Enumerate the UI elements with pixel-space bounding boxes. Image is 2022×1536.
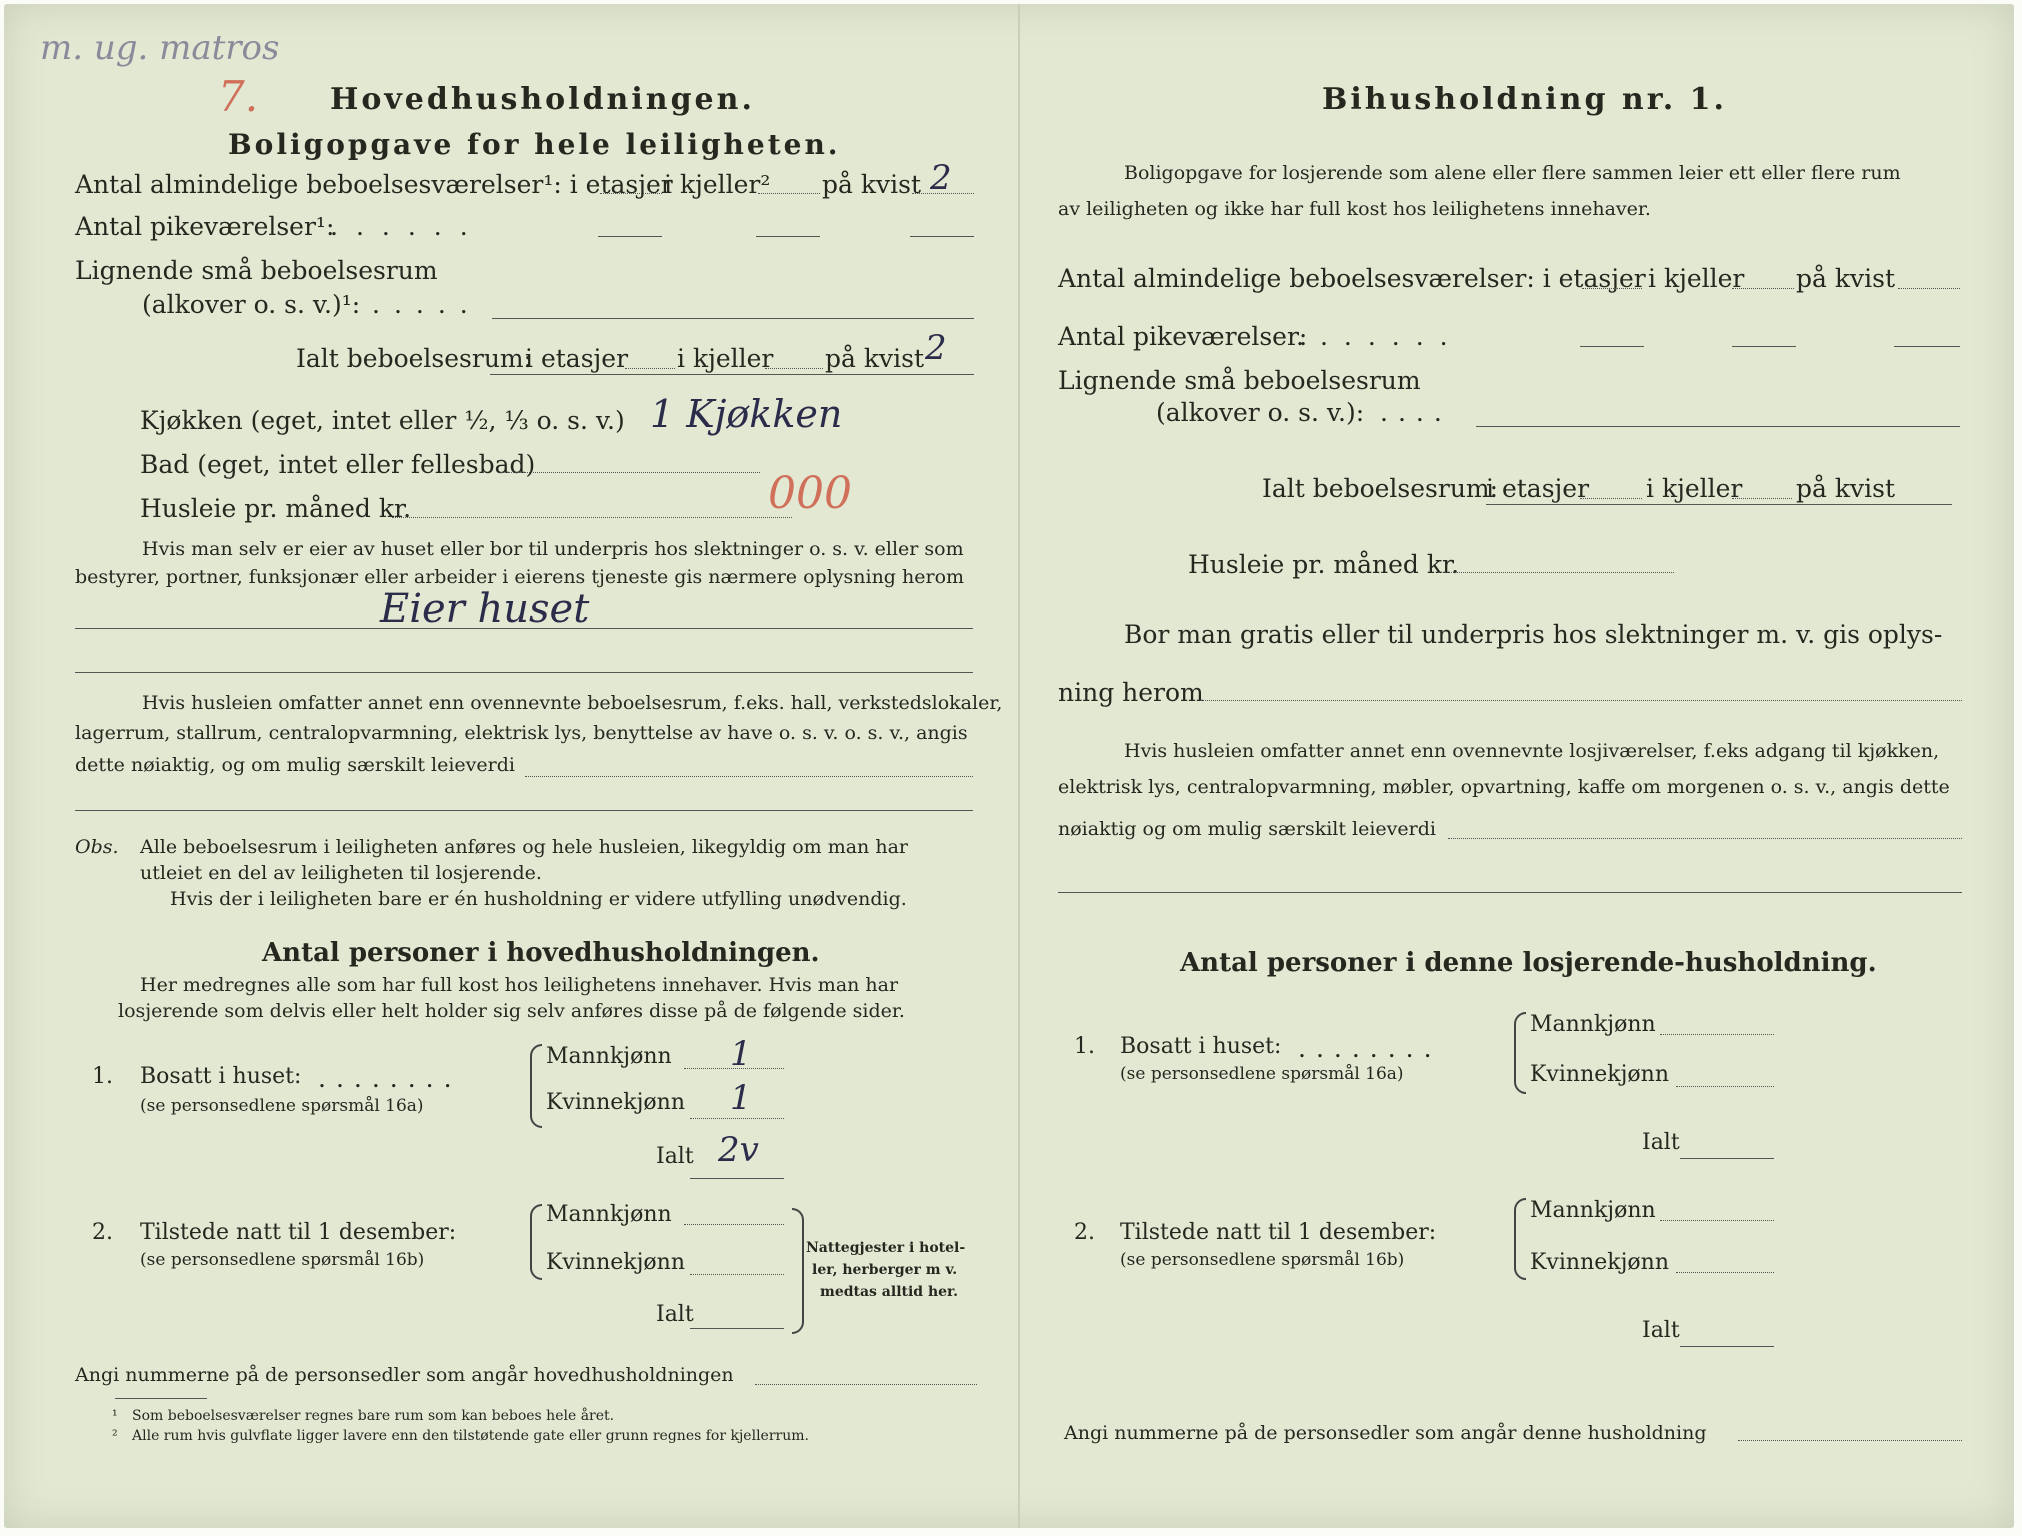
r-extra-text-2: elektrisk lys, centralopvarmning, møbler, opvartning, kaffe om morgenen o. s. v., angis dette	[1058, 776, 1950, 798]
q2-kvinne-label: Kvinnekjønn	[546, 1250, 685, 1275]
r-ialt-underline	[1486, 504, 1952, 505]
q1-mann-label: Mannkjønn	[546, 1044, 672, 1069]
maid-kjeller-field[interactable]	[756, 236, 820, 237]
handwritten-kvinne: 1	[730, 1078, 752, 1118]
r-q2-brace	[1514, 1198, 1526, 1280]
footnote-1-mark: ¹	[112, 1408, 118, 1424]
q1-dots: ........	[318, 1064, 462, 1093]
r-rent-field[interactable]	[1438, 572, 1674, 573]
handwritten-kvist: 2	[930, 158, 952, 198]
r-q1-ialt-field[interactable]	[1680, 1158, 1774, 1159]
r-q1-mann-label: Mannkjønn	[1530, 1012, 1656, 1037]
q1-ialt-label: Ialt	[656, 1144, 694, 1169]
owner-text-1: Hvis man selv er eier av huset eller bor til underpris hos slektninger o. s. v. eller som	[142, 538, 964, 560]
r-q1-kvinne-label: Kvinnekjønn	[1530, 1062, 1669, 1087]
similar-label: Lignende små beboelsesrum	[75, 256, 438, 285]
r-ialt-etasjer-label: i etasjer	[1486, 474, 1590, 503]
q2-kvinne-field[interactable]	[690, 1274, 784, 1275]
q2-sub: (se personsedlene spørsmål 16b)	[140, 1250, 425, 1270]
rent-label: Husleie pr. måned kr.	[140, 494, 412, 523]
r-rooms-etasjer-field[interactable]	[1582, 288, 1642, 289]
r-q2-ialt-field[interactable]	[1680, 1346, 1774, 1347]
q1-brace	[530, 1044, 542, 1128]
q2-ialt-label: Ialt	[656, 1302, 694, 1327]
rooms-kvist-label: på kvist	[822, 170, 921, 199]
r-alcove-label: (alkover o. s. v.):	[1156, 398, 1365, 427]
gratis-text-2: ning herom	[1058, 678, 1204, 707]
r-maid-kvist-field[interactable]	[1894, 346, 1960, 347]
r-ialt-label: Ialt beboelsesrum:	[1262, 474, 1499, 503]
r-rooms-kjeller-field[interactable]	[1732, 288, 1794, 289]
r-alcove-dots: ....	[1380, 398, 1452, 427]
handwritten-ialt-kvist: 2	[925, 328, 947, 368]
handwritten-mann: 1	[730, 1034, 752, 1074]
numbers-label: Angi nummerne på de personsedler som angår hovedhusholdningen	[75, 1364, 734, 1386]
bath-label: Bad (eget, intet eller fellesbad)	[140, 450, 536, 479]
r-numbers-label: Angi nummerne på de personsedler som angår denne husholdning	[1064, 1422, 1707, 1444]
left-subtitle: Boligopgave for hele leiligheten.	[228, 128, 841, 161]
r-q2-label: Tilstede natt til 1 desember:	[1120, 1220, 1437, 1245]
alcove-field[interactable]	[492, 318, 974, 319]
ialt-etasjer-field[interactable]	[625, 368, 675, 369]
ialt-kjeller-field[interactable]	[765, 368, 823, 369]
rooms-label: Antal almindelige beboelsesværelser¹: i etasjer	[75, 170, 673, 199]
handwritten-rent: 000	[768, 468, 852, 519]
night-note-2: ler, herberger m v.	[812, 1262, 958, 1278]
r-q2-sub: (se personsedlene spørsmål 16b)	[1120, 1250, 1405, 1270]
r-q1-label: Bosatt i huset:	[1120, 1034, 1282, 1059]
r-q2-ialt-label: Ialt	[1642, 1318, 1680, 1343]
r-persons-title: Antal personer i denne losjerende-husholdning.	[1180, 948, 1877, 978]
alcove-label: (alkover o. s. v.)¹:	[142, 290, 361, 319]
r-q2-kvinne-field[interactable]	[1676, 1272, 1774, 1273]
r-extra-line[interactable]	[1058, 892, 1962, 893]
owner-text-2: bestyrer, portner, funksjonær eller arbeider i eierens tjeneste gis nærmere oplysning herom	[75, 566, 965, 588]
ialt-etasjer-label: i etasjer	[525, 344, 629, 373]
rooms-kjeller-label: i kjeller²	[664, 170, 771, 199]
handwritten-top-note: m. ug. matros	[40, 28, 280, 68]
r-extra-text-1: Hvis husleien omfatter annet enn ovennevnte losjiværelser, f.eks adgang til kjøkken,	[1124, 740, 1940, 762]
persons-title: Antal personer i hovedhusholdningen.	[262, 938, 820, 968]
obs-text-2: utleiet en del av leiligheten til losjerende.	[140, 862, 542, 884]
r-q1-brace	[1514, 1012, 1526, 1094]
r-extra-field[interactable]	[1448, 838, 1962, 839]
footnote-1: Som beboelsesværelser regnes bare rum som kan beboes hele året.	[132, 1408, 615, 1424]
r-maid-label: Antal pikeværelser:	[1058, 322, 1308, 351]
r-q1-number: 1.	[1074, 1034, 1095, 1059]
r-q1-sub: (se personsedlene spørsmål 16a)	[1120, 1064, 1404, 1084]
r-q2-mann-label: Mannkjønn	[1530, 1198, 1656, 1223]
q1-kvinne-label: Kvinnekjønn	[546, 1090, 685, 1115]
q2-mann-label: Mannkjønn	[546, 1202, 672, 1227]
extra-text-1: Hvis husleien omfatter annet enn ovennevnte beboelsesrum, f.eks. hall, verkstedslokaler,	[142, 692, 1003, 714]
obs-text-1: Alle beboelsesrum i leiligheten anføres og hele husleien, likegyldig om man har	[140, 836, 908, 858]
r-maid-etasjer-field[interactable]	[1580, 346, 1644, 347]
r-ialt-kjeller-label: i kjeller	[1646, 474, 1743, 503]
alcove-dots: .....	[372, 290, 482, 319]
r-q1-mann-field[interactable]	[1660, 1034, 1774, 1035]
handwritten-number: 7.	[218, 72, 259, 121]
center-fold	[1018, 4, 1020, 1528]
r-q1-ialt-label: Ialt	[1642, 1130, 1680, 1155]
r-rent-label: Husleie pr. måned kr.	[1188, 550, 1460, 579]
q1-ialt-field[interactable]	[690, 1178, 784, 1179]
numbers-field[interactable]	[755, 1384, 977, 1385]
right-title: Bihusholdning nr. 1.	[1322, 82, 1727, 117]
footnote-2: Alle rum hvis gulvflate ligger lavere enn den tilstøtende gate eller grunn regnes for kjellerrum.	[132, 1428, 809, 1444]
footnote-rule	[115, 1398, 207, 1399]
maid-dots: ......	[330, 212, 486, 241]
r-maid-kjeller-field[interactable]	[1732, 346, 1796, 347]
q1-kvinne-field[interactable]	[690, 1118, 784, 1119]
ialt-underline	[490, 374, 974, 375]
r-q2-number: 2.	[1074, 1220, 1095, 1245]
r-alcove-field[interactable]	[1476, 426, 1960, 427]
r-rooms-kjeller-label: i kjeller	[1648, 264, 1745, 293]
extra-field[interactable]	[525, 776, 973, 777]
r-rooms-kvist-field[interactable]	[1898, 288, 1960, 289]
intro-text-1: Boligopgave for losjerende som alene eller flere sammen leier ett eller flere rum	[1124, 162, 1901, 184]
q2-mann-field[interactable]	[684, 1224, 784, 1225]
r-q2-mann-field[interactable]	[1660, 1220, 1774, 1221]
kitchen-label: Kjøkken (eget, intet eller ½, ⅓ o. s. v.)	[140, 406, 625, 435]
ialt-kvist-label: på kvist	[825, 344, 924, 373]
r-rooms-kvist-label: på kvist	[1796, 264, 1895, 293]
r-ialt-etasjer-field[interactable]	[1580, 498, 1642, 499]
r-similar-label: Lignende små beboelsesrum	[1058, 366, 1421, 395]
rooms-kjeller-field[interactable]	[758, 193, 820, 194]
persons-text-2: losjerende som delvis eller helt holder sig selv anføres disse på de følgende sider.	[118, 1000, 905, 1022]
footnote-2-mark: ²	[112, 1428, 118, 1444]
extra-text-2: lagerrum, stallrum, centralopvarmning, elektrisk lys, benyttelse av have o. s. v. o. s. v., angis	[75, 722, 968, 744]
r-q1-kvinne-field[interactable]	[1676, 1086, 1774, 1087]
rooms-etasjer-field[interactable]	[600, 193, 662, 194]
extra-line[interactable]	[75, 810, 973, 811]
q1-number: 1.	[92, 1064, 113, 1089]
night-note-1: Nattegjester i hotel-	[806, 1240, 966, 1256]
r-rooms-label: Antal almindelige beboelsesværelser: i etasjer	[1058, 264, 1646, 293]
ialt-kjeller-label: i kjeller	[677, 344, 774, 373]
handwritten-owner: Eier huset	[380, 586, 590, 632]
night-note-3: medtas alltid her.	[820, 1284, 959, 1300]
obs-text-3: Hvis der i leiligheten bare er én husholdning er videre utfylling unødvendig.	[170, 888, 907, 910]
handwritten-kitchen: 1 Kjøkken	[650, 392, 843, 436]
left-title: Hovedhusholdningen.	[330, 82, 755, 117]
owner-line-2[interactable]	[75, 672, 973, 673]
gratis-field[interactable]	[1200, 700, 1962, 701]
obs-label: Obs.	[75, 836, 119, 858]
persons-text-1: Her medregnes alle som har full kost hos leilighetens innehaver. Hvis man har	[140, 974, 899, 996]
extra-text-3: dette nøiaktig, og om mulig særskilt leieverdi	[75, 754, 515, 776]
q2-label: Tilstede natt til 1 desember:	[140, 1220, 457, 1245]
q2-brace-right	[792, 1208, 804, 1334]
r-ialt-kvist-label: på kvist	[1796, 474, 1895, 503]
r-numbers-field[interactable]	[1738, 1440, 1962, 1441]
owner-line-1[interactable]	[75, 628, 973, 629]
maid-kvist-field[interactable]	[910, 236, 974, 237]
q2-number: 2.	[92, 1220, 113, 1245]
rent-field[interactable]	[392, 517, 792, 518]
r-extra-text-3: nøiaktig og om mulig særskilt leieverdi	[1058, 818, 1436, 840]
q2-brace-left	[530, 1204, 542, 1280]
bath-field[interactable]	[500, 472, 760, 473]
gratis-text-1: Bor man gratis eller til underpris hos slektninger m. v. gis oplys-	[1124, 620, 1943, 649]
handwritten-ialt: 2v	[718, 1130, 759, 1170]
maid-label: Antal pikeværelser¹:	[75, 212, 335, 241]
r-q1-dots: ........	[1298, 1034, 1442, 1063]
q2-ialt-field[interactable]	[690, 1328, 784, 1329]
r-ialt-kjeller-field[interactable]	[1732, 498, 1792, 499]
ialt-label: Ialt beboelsesrum:	[296, 344, 533, 373]
q1-label: Bosatt i huset:	[140, 1064, 302, 1089]
maid-etasjer-field[interactable]	[598, 236, 662, 237]
r-maid-dots: .......	[1296, 322, 1464, 351]
intro-text-2: av leiligheten og ikke har full kost hos leilighetens innehaver.	[1058, 198, 1651, 220]
q1-sub: (se personsedlene spørsmål 16a)	[140, 1096, 424, 1116]
r-q2-kvinne-label: Kvinnekjønn	[1530, 1250, 1669, 1275]
